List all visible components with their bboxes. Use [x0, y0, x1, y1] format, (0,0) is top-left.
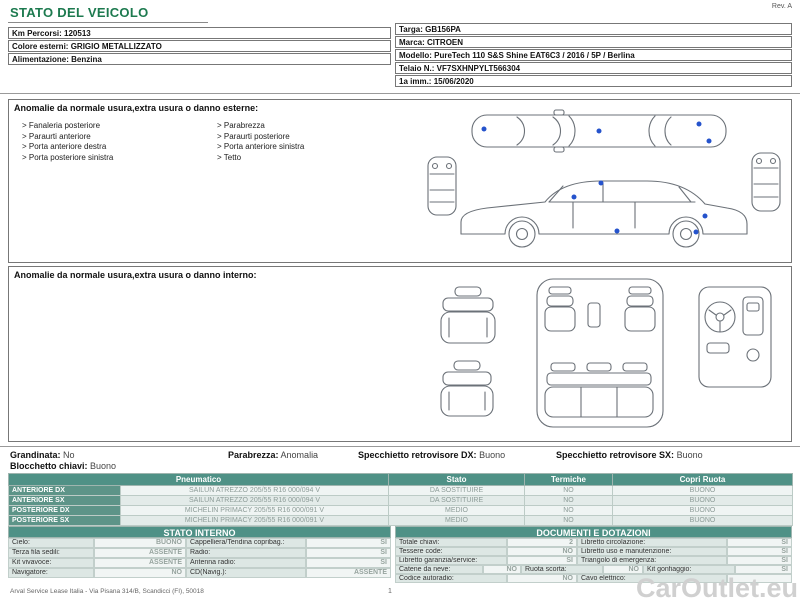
tire-state-cell: MEDIO	[389, 506, 525, 516]
exterior-anomaly-list-col1	[22, 121, 113, 163]
value-cell: SI	[727, 538, 792, 547]
field-label: Km Percorsi:	[12, 29, 62, 38]
stato-interno-header: STATO INTERNO	[8, 526, 391, 538]
damage-marker	[597, 129, 602, 134]
label-cell: Cielo:	[8, 538, 94, 548]
tire-state-cell: DA SOSTITUIRE	[389, 486, 525, 496]
footer-address: Arval Service Lease Italia - Via Pisana 314/B, Scandicci (FI), 50018	[10, 588, 204, 595]
summary-label: Blocchetto chiavi:	[10, 461, 88, 471]
field-value: Benzina	[71, 55, 102, 64]
table-row	[395, 547, 792, 556]
tire-position-cell: ANTERIORE DX	[9, 486, 121, 496]
tire-col-termiche: Termiche	[525, 474, 613, 486]
field-value: VF7SXHNPYLT566304	[436, 64, 521, 73]
label-cell: Cavo elettrico:	[577, 574, 727, 583]
value-cell: NO	[483, 565, 521, 574]
summary-blocchetto-chiavi	[10, 461, 116, 471]
label-cell: Terza fila sedili:	[8, 548, 94, 558]
damage-marker	[572, 195, 577, 200]
summary-specchietto-dx	[358, 450, 505, 460]
tire-table-header-row	[9, 474, 793, 486]
value-cell: 2	[507, 538, 577, 547]
field-targa	[395, 23, 792, 35]
table-row	[395, 556, 792, 565]
field-modello	[395, 49, 792, 61]
tire-row-anteriore-sx	[9, 496, 793, 506]
tire-state-cell: DA SOSTITUIRE	[389, 496, 525, 506]
tire-position-cell: POSTERIORE SX	[9, 516, 121, 526]
table-row	[8, 558, 391, 568]
anomaly-item: > Paraurti anteriore	[22, 131, 91, 141]
label-cell: Totale chiavi:	[395, 538, 507, 547]
tire-col-copri-ruota: Copri Ruota	[613, 474, 793, 486]
anomaly-item: > Parabrezza	[217, 121, 265, 130]
damage-marker	[703, 214, 708, 219]
summary-label: Parabrezza:	[228, 450, 279, 460]
value-cell: NO	[603, 565, 643, 574]
summary-value: Buono	[90, 461, 117, 471]
label-cell: Triangolo di emergenza:	[577, 556, 727, 565]
field-value: GB156PA	[425, 25, 461, 34]
value-cell: SI	[735, 565, 792, 574]
tire-cover-cell: BUONO	[613, 486, 793, 496]
field-label: Alimentazione:	[12, 55, 69, 64]
label-cell: Libretto garanzia/service:	[395, 556, 507, 565]
summary-grandinata	[10, 450, 75, 460]
table-row	[395, 538, 792, 547]
tire-position-cell: POSTERIORE DX	[9, 506, 121, 516]
field-colore-esterni	[8, 40, 391, 52]
tire-table	[8, 473, 793, 526]
value-cell: SI	[306, 558, 391, 568]
field-label: Targa:	[399, 25, 423, 34]
summary-specchietto-sx	[556, 450, 703, 460]
field-telaio	[395, 62, 792, 74]
value-cell: NO	[507, 574, 577, 583]
summary-value: Buono	[676, 450, 703, 460]
anomaly-item: > Porta posteriore sinistra	[22, 152, 114, 162]
value-cell: ASSENTE	[94, 548, 186, 558]
tire-cover-cell: BUONO	[613, 496, 793, 506]
summary-label: Specchietto retrovisore SX:	[556, 450, 675, 460]
field-value: CITROEN	[427, 38, 464, 47]
field-value: GRIGIO METALLIZZATO	[70, 42, 162, 51]
field-label: Colore esterni:	[12, 42, 69, 51]
stato-interno-table	[8, 526, 391, 578]
summary-label: Grandinata:	[10, 450, 61, 460]
field-label: Marca:	[399, 38, 425, 47]
car-side-view-sketch	[451, 160, 755, 256]
value-cell: SI	[727, 556, 792, 565]
label-cell: Tessere code:	[395, 547, 507, 556]
field-alimentazione	[8, 53, 391, 65]
field-prima-immatricolazione	[395, 75, 792, 87]
field-label: Modello:	[399, 51, 432, 60]
field-marca	[395, 36, 792, 48]
damage-marker	[482, 127, 487, 132]
label-cell: Navigatore:	[8, 568, 94, 578]
tire-cover-cell: BUONO	[613, 506, 793, 516]
value-cell: SI	[306, 538, 391, 548]
value-cell: SI	[306, 548, 391, 558]
title-underline	[8, 22, 208, 23]
tire-thermal-cell: NO	[525, 486, 613, 496]
seat-sketch-1	[435, 285, 501, 347]
label-cell: Cappelliera/Tendina copribag.:	[186, 538, 306, 548]
field-km-percorsi	[8, 27, 391, 39]
table-row	[8, 568, 391, 578]
label-cell: Kit gonfiaggio:	[643, 565, 735, 574]
damage-marker	[707, 139, 712, 144]
tire-col-pneumatico: Pneumatico	[9, 474, 389, 486]
page-title: STATO DEL VEICOLO	[10, 5, 149, 20]
tire-model-cell: SAILUN ATREZZO 205/55 R16 000/094 V	[121, 486, 389, 496]
summary-value: Buono	[479, 450, 506, 460]
exterior-anomaly-list-col2	[217, 121, 304, 163]
exterior-anomalies-panel	[8, 99, 792, 263]
value-cell: SI	[727, 547, 792, 556]
cabin-layout-sketch	[535, 277, 665, 429]
interior-anomalies-panel	[8, 266, 792, 442]
tire-thermal-cell: NO	[525, 516, 613, 526]
vehicle-info-left	[8, 27, 391, 65]
value-cell: ASSENTE	[306, 568, 391, 578]
table-row	[8, 538, 391, 548]
tire-row-posteriore-sx	[9, 516, 793, 526]
tire-thermal-cell: NO	[525, 506, 613, 516]
label-cell: Catene da neve:	[395, 565, 483, 574]
tire-model-cell: SAILUN ATREZZO 205/55 R16 000/094 V	[121, 496, 389, 506]
documenti-dotazioni-header: DOCUMENTI E DOTAZIONI	[395, 526, 792, 538]
damage-marker	[599, 181, 604, 186]
exterior-anomalies-title: Anomalie da normale usura,extra usura o danno esterne:	[14, 103, 259, 113]
damage-marker	[615, 229, 620, 234]
seat-sketch-2	[437, 359, 497, 419]
value-cell: NO	[507, 547, 577, 556]
label-cell: CD(Navig.):	[186, 568, 306, 578]
page-number: 1	[388, 588, 392, 595]
value-cell: ASSENTE	[94, 558, 186, 568]
interior-anomalies-title: Anomalie da normale usura,extra usura o danno interno:	[14, 270, 257, 280]
revision-label: Rev. A	[771, 3, 792, 10]
tire-row-posteriore-dx	[9, 506, 793, 516]
tire-col-stato: Stato	[389, 474, 525, 486]
dashboard-sketch	[695, 283, 775, 393]
summary-value: Anomalia	[280, 450, 319, 460]
anomaly-item: > Fanaleria posteriore	[22, 121, 101, 130]
tire-cover-cell: BUONO	[613, 516, 793, 526]
label-cell: Libretto uso e manutenzione:	[577, 547, 727, 556]
tire-row-anteriore-dx	[9, 486, 793, 496]
anomaly-item: > Paraurti posteriore	[217, 131, 290, 141]
value-cell: BUONO	[94, 538, 186, 548]
tire-position-cell: ANTERIORE SX	[9, 496, 121, 506]
value-cell: NO	[94, 568, 186, 578]
vehicle-info-right	[395, 23, 792, 87]
field-value: 15/06/2020	[433, 77, 474, 86]
tire-model-cell: MICHELIN PRIMACY 205/55 R16 000/091 V	[121, 516, 389, 526]
label-cell: Kit vivavoce:	[8, 558, 94, 568]
label-cell: Codice autoradio:	[395, 574, 507, 583]
label-cell: Libretto circolazione:	[577, 538, 727, 547]
anomaly-item: > Tetto	[217, 152, 242, 162]
value-cell: SI	[507, 556, 577, 565]
interior-diagram	[423, 275, 785, 435]
tire-thermal-cell: NO	[525, 496, 613, 506]
exterior-diagram	[423, 106, 785, 258]
watermark-caroutlet: CarOutlet.eu	[635, 573, 798, 603]
label-cell: Antenna radio:	[186, 558, 306, 568]
table-row	[8, 548, 391, 558]
field-value: 120513	[64, 29, 91, 38]
field-label: Telaio N.:	[399, 64, 435, 73]
summary-label: Specchietto retrovisore DX:	[358, 450, 477, 460]
summary-value: No	[63, 450, 75, 460]
damage-marker	[694, 230, 699, 235]
section-divider	[0, 93, 800, 94]
anomaly-item: > Porta anteriore sinistra	[217, 142, 305, 151]
anomaly-item: > Porta anteriore destra	[22, 142, 107, 151]
summary-parabrezza	[228, 450, 318, 460]
field-label: 1a imm.:	[399, 77, 432, 86]
damage-marker	[697, 122, 702, 127]
condition-summary	[0, 446, 800, 473]
label-cell: Radio:	[186, 548, 306, 558]
field-value: PureTech 110 S&S Shine EAT6C3 / 2016 / 5P / Berlina	[434, 51, 635, 60]
tire-model-cell: MICHELIN PRIMACY 205/55 R16 000/091 V	[121, 506, 389, 516]
label-cell: Ruota scorta:	[521, 565, 603, 574]
tire-state-cell: MEDIO	[389, 516, 525, 526]
